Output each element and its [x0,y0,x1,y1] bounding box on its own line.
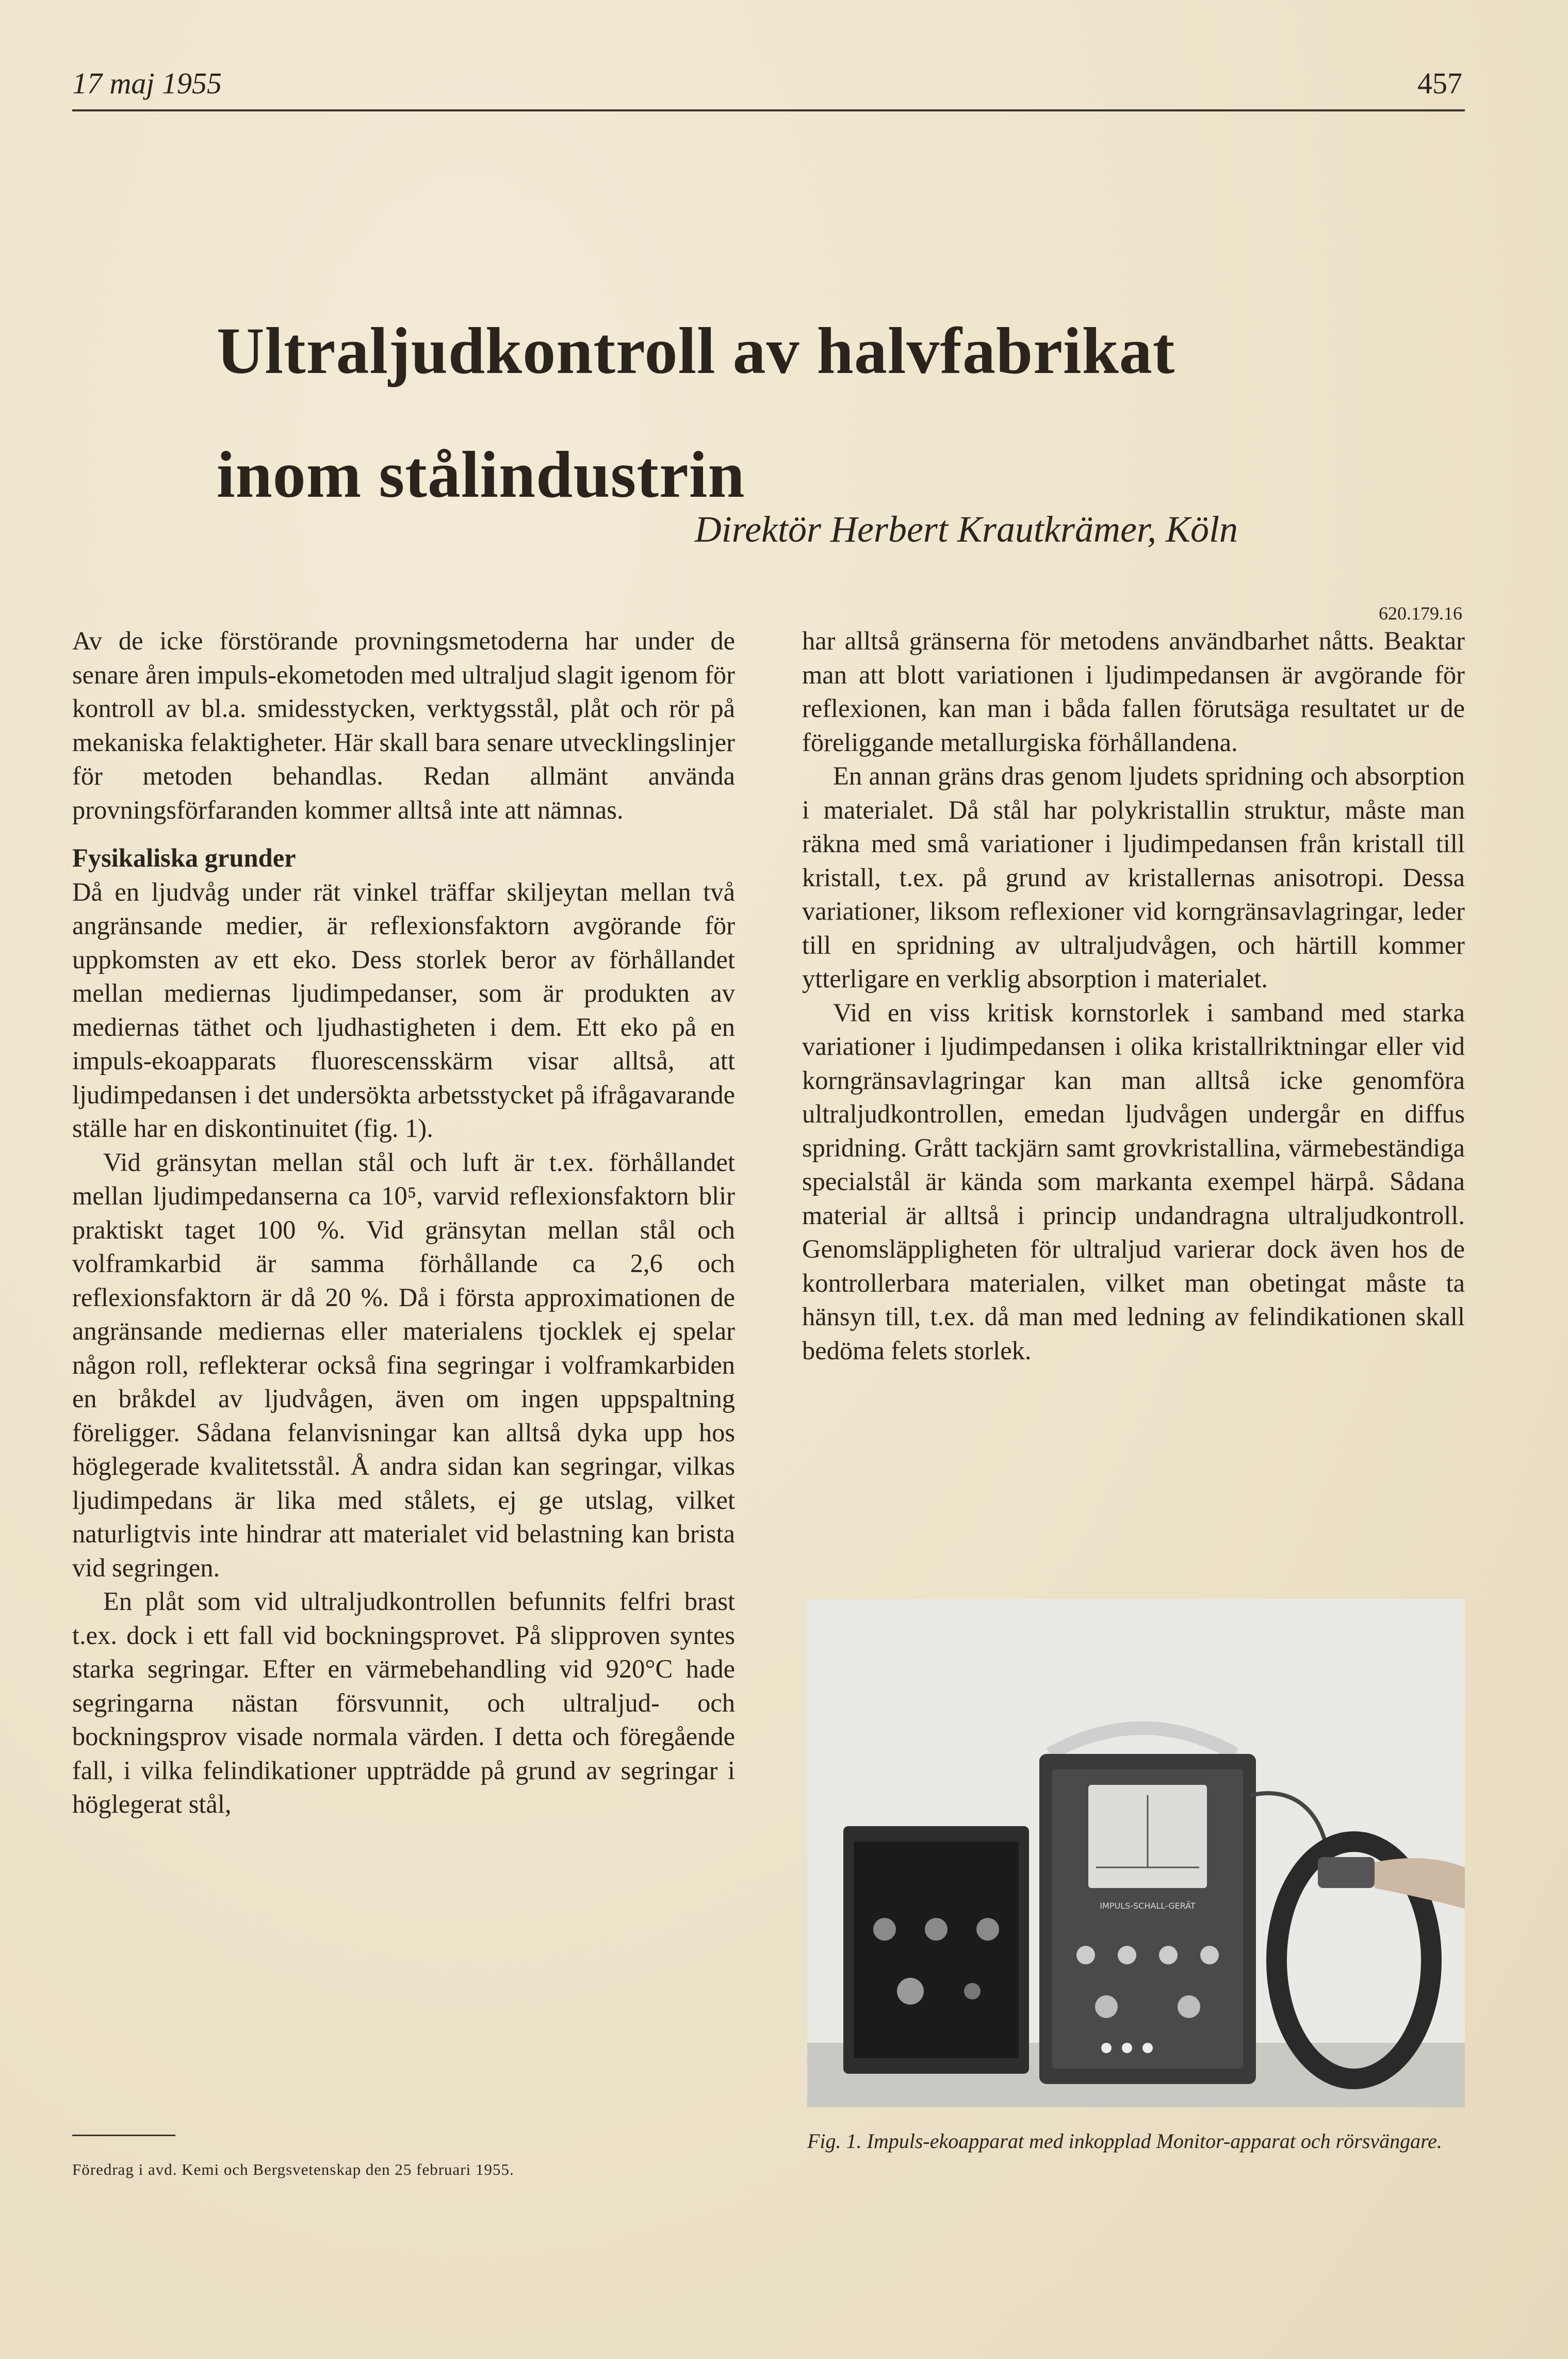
knob-icon [1159,1946,1178,1964]
connector-icon [1101,2043,1112,2053]
knob-icon [1118,1946,1136,1964]
page-number: 457 [1417,67,1462,100]
paragraph: Vid gränsytan mellan stål och luft är t.ex. förhållandet mellan ljudimpedanserna ca 10⁵, varvid reflexionsfaktorn blir praktiskt taget 100 %. Vid gränsytan mellan stål och volframkarbid är samma förhållande ca 2,6 och reflexionsfaktorn är då 20 %. Då i första approximationen de angränsande mediernas eller materialens tjocklek ej spelar någon roll, reflekterar också fina segringar i volframkarbiden en bråkdel av ljudvågen, även om ingen uppspaltning föreligger. Sådana felanvisningar kan alltså dyka upp hos höglegerade kvalitetsstål. Å andra sidan kan segringar, vilkas ljudimpedans är lika med stålets, ej ge utslag, vilket naturligtvis inte hindrar att materialet vid belastning kan brista vid segringen. [72,1147,735,1582]
udc-classification: 620.179.16 [1379,603,1462,624]
knob-icon [1095,1995,1118,2018]
footnote-rule [72,2135,175,2136]
author-byline: Direktör Herbert Krautkrämer, Köln [694,509,1238,550]
knob-icon [925,1918,948,1941]
figure-caption: Fig. 1. Impuls-ekoapparat med inkopplad Monitor-apparat och rörsvängare. [807,2129,1442,2153]
monitor-apparatus [843,1826,1029,2074]
intro-paragraph: Av de icke förstörande provningsmetoderna har under de senare åren impuls-ekometoden med ultraljud slagit igenom för kontroll av bl.a. smidesstycken, verktygsstål, plåt och rör på mekaniska felaktigheter. Här skall bara senare utvecklingslinjer för metoden behandlas. Redan allmänt använda provningsförfaranden kommer alltså inte att nämnas. [72,626,735,824]
paragraph: En plåt som vid ultraljudkontrollen befunnits felfri brast t.ex. dock i ett fall vid bockningsprovet. På slipproven syntes starka segringar. Efter en värmebehandling vid 920°C hade segringarna nästan försvunnit, och ultraljud- och bockningsprov visade normala värden. I detta och föregående fall, i vilka felindikationer uppträdde på grund av segringar i höglegerat stål, [72,1587,735,1818]
title-line-1: Ultraljudkontroll av halvfabrikat [217,314,1175,387]
knob-icon [897,1978,924,2005]
knob-icon [964,1983,981,1999]
knob-icon [976,1918,999,1941]
left-column [72,624,735,1821]
title-line-2: inom stålindustrin [217,438,745,511]
knob-icon [873,1918,896,1941]
paragraph: Vid en viss kritisk kornstorlek i samband med starka variationer i ljudimpedansen i olika kristallriktningar eller vid korngränsavlagringar kan man alltså icke genomföra ultraljudkontrollen, emedan ljudvågen undergår en diffus spridning. Grått tackjärn samt grovkristallina, värmebeständiga specialstål är kända som markanta exempel härpå. Sådana material är alltså i princip undandragna ultraljudkontroll. Genomsläppligheten för ultraljud varierar dock även hos de kontrollerbara materialen, vilket man obetingat måste ta hänsyn till, t.ex. då man med ledning av felindikationen skall bedöma felets storlek. [802,998,1465,1365]
right-column [802,624,1465,1368]
section-heading: Fysikaliska grunder [72,843,296,872]
figure-photo [807,1599,1465,2107]
knob-icon [1200,1946,1219,1964]
knob-icon [1178,1995,1200,2018]
header-date: 17 maj 1955 [72,67,222,100]
paragraph: har alltså gränserna för metodens användbarhet nåtts. Beaktar man att blott variationen i ljudimpedansen är avgörande för reflexionen, kan man i båda fallen förutsäga resultatet ur de föreliggande metallurgiska förhållandena. [802,626,1465,757]
header-rule [72,109,1465,111]
probe-head [1318,1857,1375,1888]
impulse-echo-apparatus [1039,1728,1256,2084]
connector-icon [1122,2043,1132,2053]
knob-icon [1076,1946,1095,1964]
footnote: Föredrag i avd. Kemi och Bergsvetenskap den 25 februari 1955. [72,2160,514,2178]
paragraph: Då en ljudvåg under rät vinkel träffar skiljeytan mellan två angränsande medier, är reflexionsfaktorn avgörande för uppkomsten av ett eko. Dess storlek beror av förhållandet mellan mediernas ljudimpedanser, som är produkten av mediernas täthet och ljudhastigheten i dem. Ett eko på en impuls-ekoapparats fluorescensskärm visar alltså, att ljudimpedansen i det undersökta arbetsstycket på ifrågavarande ställe har en diskontinuitet (fig. 1). [72,877,735,1143]
paragraph: En annan gräns dras genom ljudets spridning och absorption i materialet. Då stål har polykristallin struktur, måste man räkna med små variationer i ljudimpedansen från kristall till kristall, t.ex. på grund av kristallernas anisotropi. Dessa variationer, liksom reflexioner vid korngränsavlagringar, leder till en spridning av ultraljudvågen, och härtill kommer ytterligare en verklig absorption i materialet. [802,761,1465,993]
device-label: IMPULS-SCHALL-GERÄT [1100,1901,1196,1911]
article-title [217,289,1175,536]
connector-icon [1142,2043,1153,2053]
